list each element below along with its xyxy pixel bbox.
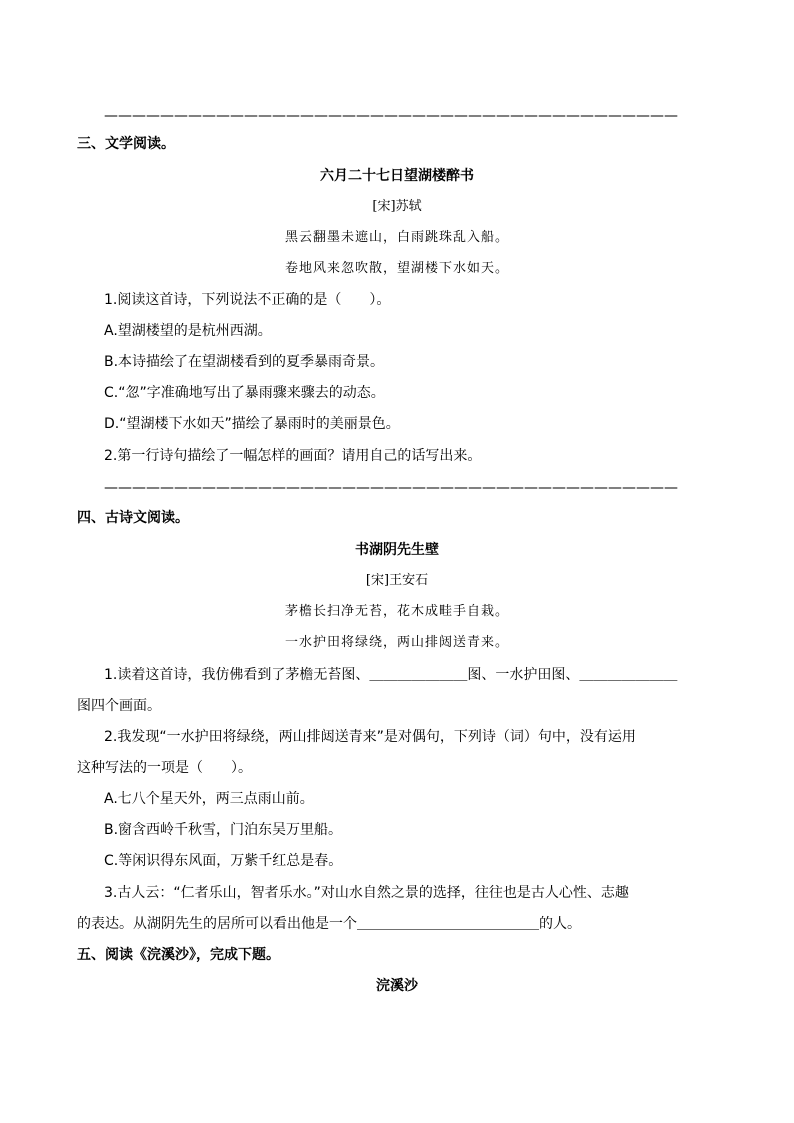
option: A.望湖楼望的是杭州西湖。 [104,323,272,339]
poem-line: 黑云翻墨未遮山，白雨跳珠乱入船。 [284,230,509,245]
option: C.“忽”字准确地写出了暴雨骤来骤去的动态。 [104,385,385,401]
question-fill-blank: 1.读着这首诗，我仿佛看到了茅檐无苔图、＿＿＿＿＿＿＿图、一水护田图、＿＿＿＿＿＿＿ [104,667,678,683]
question: 3.古人云：“仁者乐山，智者乐水。”对山水自然之景的选择，往往也是古人心性、志趣 [104,885,629,901]
question: 2.我发现“一水护田将绿绕，两山排闼送青来”是对偶句，下列诗（词）句中，没有运用 [104,729,636,745]
answer-blank-line: ————————————————————————————————————————— [104,480,678,496]
question-continued: 图四个画面。 [77,698,161,714]
option: B.本诗描绘了在望湖楼看到的夏季暴雨奇景。 [104,354,385,370]
poem-author: [宋]苏轼 [372,199,422,214]
poem-author: [宋]王安石 [365,573,429,588]
section-heading: 五、阅读《浣溪沙》，完成下题。 [77,947,280,963]
option: C.等闲识得东风面，万紫千红总是春。 [104,853,343,869]
option: B.窗含西岭千秋雪，门泊东吴万里船。 [104,822,343,838]
answer-blank-line: ————————————————————————————————————————— [104,108,678,124]
poem-title: 书湖阴先生壁 [355,542,439,558]
question: 1.阅读这首诗，下列说法不正确的是（ ）。 [104,292,391,308]
question-continued: 这种写法的一项是（ ）。 [77,760,252,776]
poem-line: 一水护田将绿绕，两山排闼送青来。 [284,635,509,650]
poem-line: 茅檐长扫净无苔，花木成畦手自栽。 [284,604,509,619]
question: 2.第一行诗句描绘了一幅怎样的画面？请用自己的话写出来。 [104,448,482,464]
question-fill-blank: 的表达。从湖阴先生的居所可以看出他是一个＿＿＿＿＿＿＿＿＿＿＿＿＿的人。 [77,916,581,932]
option: D.“望湖楼下水如天”描绘了暴雨时的美丽景色。 [104,416,400,432]
section-heading: 四、古诗文阅读。 [77,510,189,526]
poem-title: 六月二十七日望湖楼醉书 [320,168,474,184]
poem-title: 浣溪沙 [376,978,418,994]
section-heading: 三、文学阅读。 [77,136,175,152]
option: A.七八个星天外，两三点雨山前。 [104,791,314,807]
poem-line: 卷地风来忽吹散，望湖楼下水如天。 [284,261,509,276]
